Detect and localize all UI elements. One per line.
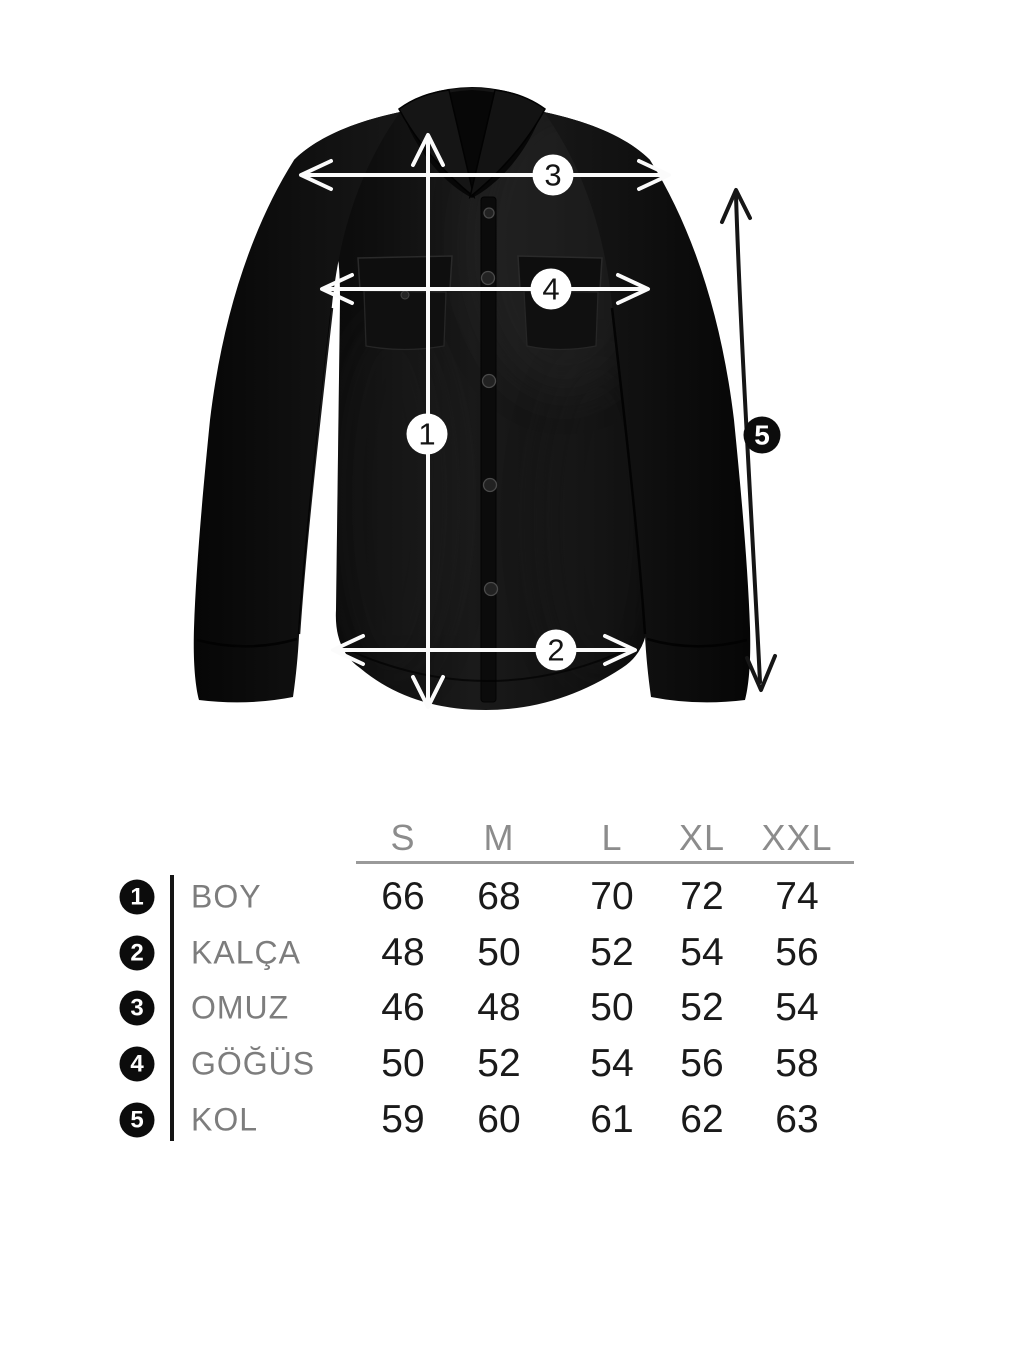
size-value-kol-xl: 62 bbox=[680, 1098, 724, 1141]
size-value-gogus-xl: 56 bbox=[680, 1042, 724, 1085]
row-number-badge-5: 5 bbox=[120, 1103, 155, 1138]
size-value-boy-xl: 72 bbox=[680, 875, 724, 918]
size-value-kol-xxl: 63 bbox=[775, 1098, 819, 1141]
row-number-badge-1: 1 bbox=[120, 880, 155, 915]
column-header-s: S bbox=[390, 817, 416, 858]
column-header-l: L bbox=[601, 817, 623, 858]
measurement-label-omuz: OMUZ bbox=[191, 989, 290, 1026]
size-value-kol-s: 59 bbox=[381, 1098, 425, 1141]
measurement-label-gogus: GÖĞÜS bbox=[191, 1045, 316, 1082]
size-value-omuz-xxl: 54 bbox=[775, 986, 819, 1029]
measure-callout-1: 1 bbox=[407, 414, 448, 455]
column-header-xl: XL bbox=[678, 817, 726, 858]
size-value-kalca-l: 52 bbox=[590, 931, 634, 974]
measure-callout-5: 5 bbox=[744, 417, 781, 454]
size-value-kalca-xxl: 56 bbox=[775, 931, 819, 974]
size-value-gogus-m: 52 bbox=[477, 1042, 521, 1085]
size-value-gogus-xxl: 58 bbox=[775, 1042, 819, 1085]
measure-callout-2: 2 bbox=[536, 630, 577, 671]
size-value-omuz-m: 48 bbox=[477, 986, 521, 1029]
size-value-kol-l: 61 bbox=[590, 1098, 634, 1141]
size-value-omuz-l: 50 bbox=[590, 986, 634, 1029]
table-header-underline bbox=[356, 861, 854, 864]
row-number-badge-3: 3 bbox=[120, 991, 155, 1026]
measurement-label-kalca: KALÇA bbox=[191, 934, 301, 971]
measurement-label-boy: BOY bbox=[191, 878, 262, 915]
size-value-boy-xxl: 74 bbox=[775, 875, 819, 918]
size-value-boy-l: 70 bbox=[590, 875, 634, 918]
measure-callout-4: 4 bbox=[531, 269, 572, 310]
pocket-button bbox=[401, 291, 409, 299]
size-value-boy-m: 68 bbox=[477, 875, 521, 918]
chest-pocket-left bbox=[358, 256, 452, 350]
table-left-divider bbox=[170, 875, 174, 1141]
size-value-gogus-s: 50 bbox=[381, 1042, 425, 1085]
measurement-label-kol: KOL bbox=[191, 1101, 259, 1138]
column-header-m: M bbox=[483, 817, 515, 858]
size-value-omuz-xl: 52 bbox=[680, 986, 724, 1029]
size-value-omuz-s: 46 bbox=[381, 986, 425, 1029]
size-value-kalca-m: 50 bbox=[477, 931, 521, 974]
shirt bbox=[194, 88, 751, 711]
column-header-xxl: XXL bbox=[761, 817, 833, 858]
size-value-boy-s: 66 bbox=[381, 875, 425, 918]
measure-callout-3: 3 bbox=[533, 155, 574, 196]
size-value-kol-m: 60 bbox=[477, 1098, 521, 1141]
size-value-kalca-s: 48 bbox=[381, 931, 425, 974]
row-number-badge-4: 4 bbox=[120, 1047, 155, 1082]
row-number-badge-2: 2 bbox=[120, 936, 155, 971]
size-value-gogus-l: 54 bbox=[590, 1042, 634, 1085]
size-value-kalca-xl: 54 bbox=[680, 931, 724, 974]
